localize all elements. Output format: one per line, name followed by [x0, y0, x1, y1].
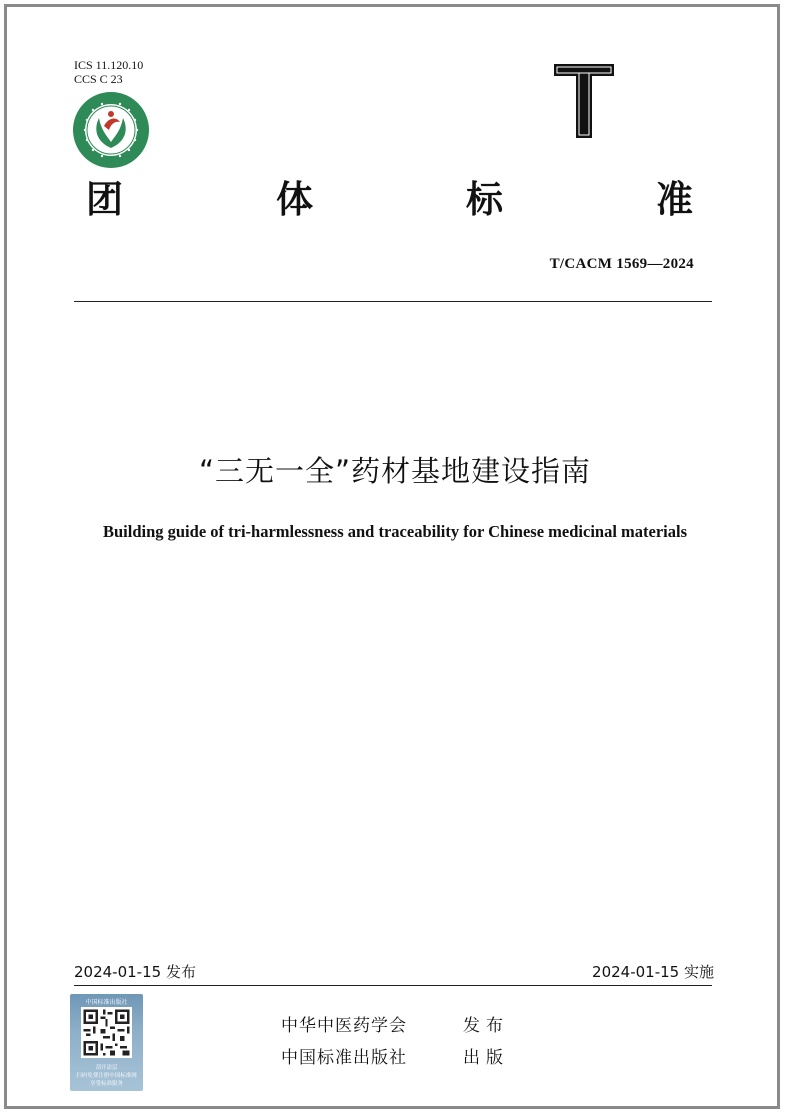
publisher-role-1: 发布 [463, 1016, 509, 1036]
bottom-divider [74, 985, 712, 986]
standard-type-letter [552, 62, 616, 140]
implementation-date: 2024-01-15 实施 [592, 963, 714, 981]
publisher-name-1: 中华中医药学会 [281, 1016, 407, 1036]
qr-code-icon[interactable] [81, 1007, 132, 1058]
ics-code: ICS 11.120.10 [74, 58, 144, 72]
sticker-footer-line-3: 享受标准服务 [89, 1081, 123, 1087]
classification-codes [74, 58, 143, 86]
title-english: Building guide of tri-harmlessness and traceability for Chinese medicinal materials [102, 522, 688, 541]
ccs-code: CCS C 23 [74, 72, 123, 86]
category-char-2: 体 [276, 178, 313, 221]
issue-date: 2024-01-15 发布 [74, 963, 196, 981]
top-divider [74, 301, 712, 302]
publisher-role-2: 出版 [463, 1048, 509, 1068]
sticker-footer-line-1: 刮开涂层 [95, 1065, 118, 1071]
category-char-1: 团 [86, 178, 123, 221]
sticker-footer [73, 1064, 140, 1088]
standard-number: T/CACM 1569—2024 [549, 256, 694, 272]
publisher-name-2: 中国标准出版社 [281, 1048, 407, 1068]
sticker-footer-line-2: 扫码免费注册中国标准网 [76, 1073, 137, 1079]
sticker-header: 中国标准出版社 [85, 999, 128, 1006]
association-logo [71, 90, 151, 170]
anti-counterfeit-sticker[interactable] [70, 994, 143, 1091]
category-char-4: 准 [656, 178, 693, 221]
category-char-3: 标 [466, 178, 503, 221]
title-chinese: “三无一全”药材基地建设指南 [198, 454, 592, 488]
